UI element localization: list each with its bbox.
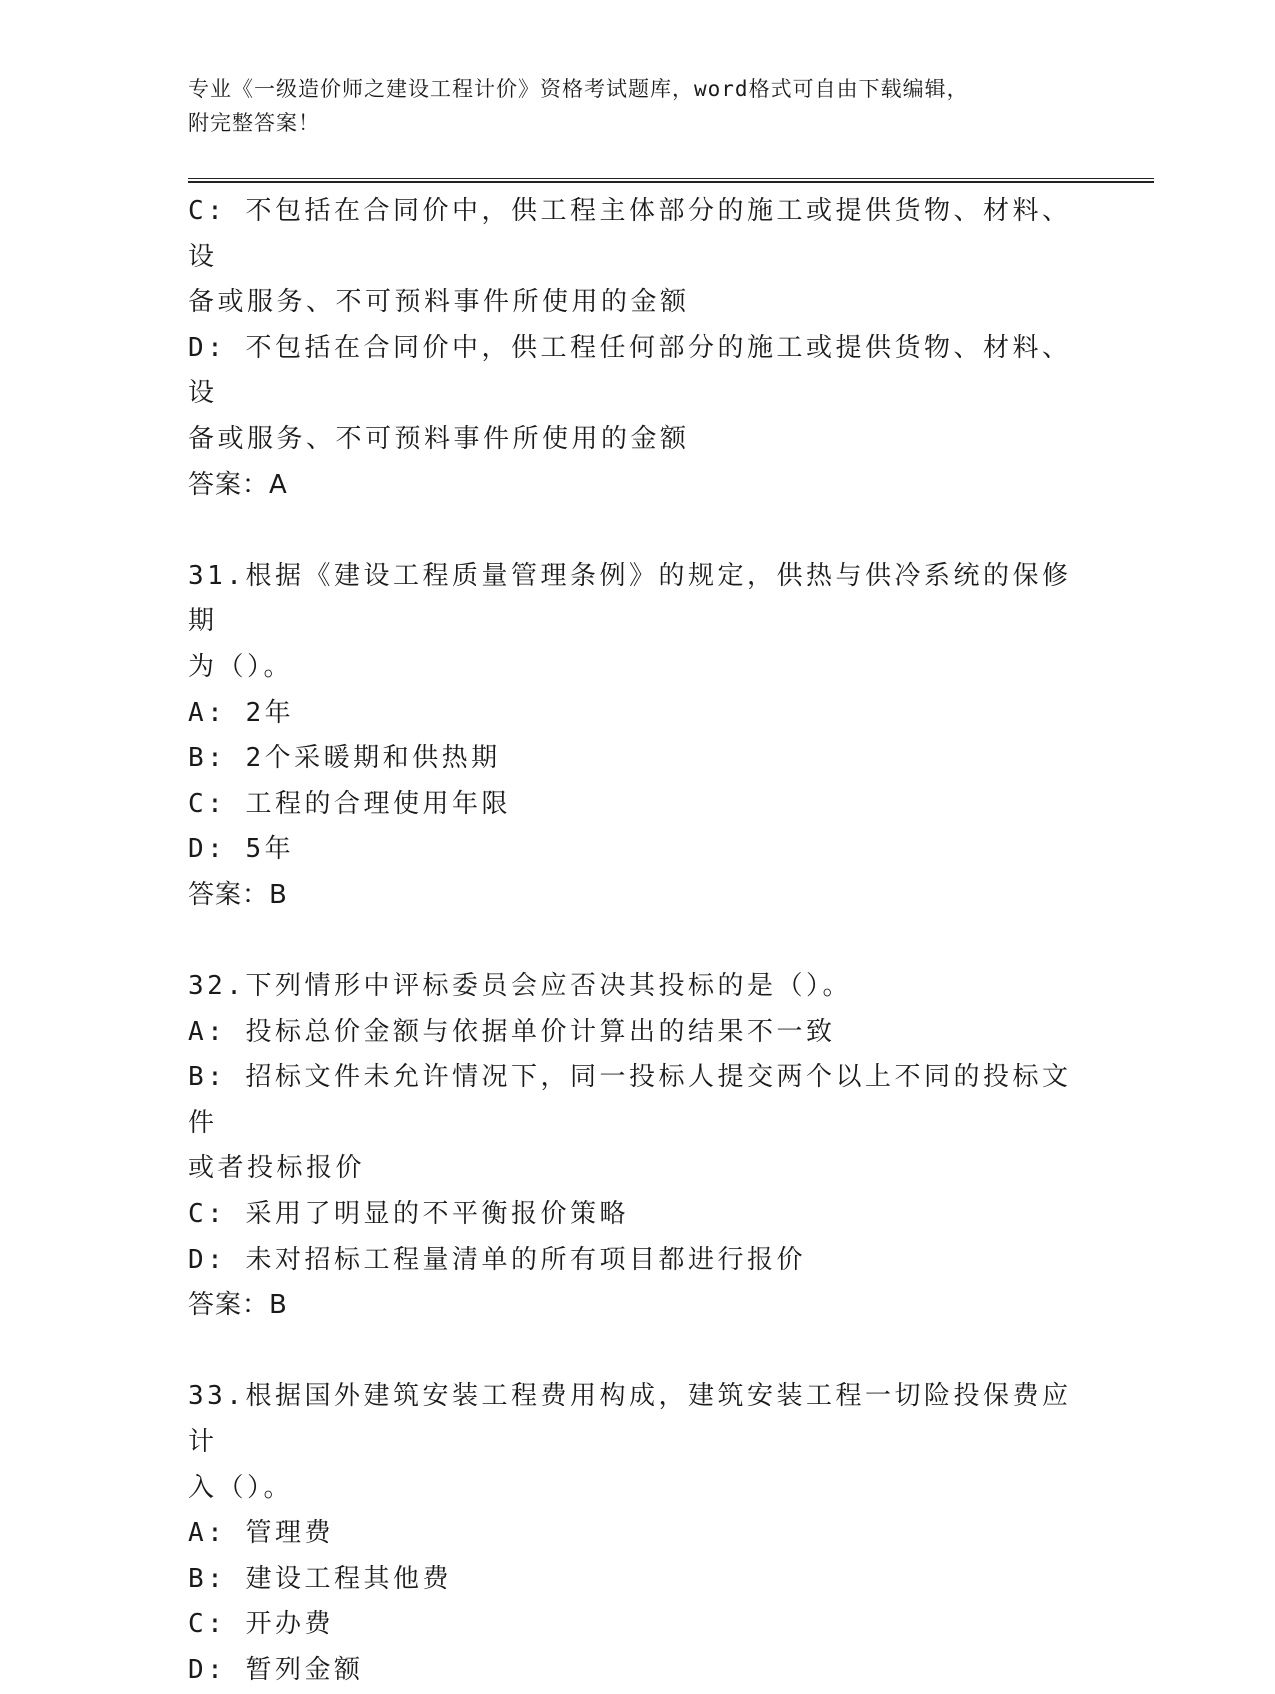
option-c: C: 开办费 [188,1609,334,1640]
question-stem-continued: 入（）。 [188,1472,294,1503]
answer: 答案：B [188,879,288,910]
question-33-block [188,1374,1098,1693]
header-line-1: 专业《一级造价师之建设工程计价》资格考试题库，word格式可自由下载编辑， [188,77,969,101]
option-a: A: 投标总价金额与依据单价计算出的结果不一致 [188,1016,836,1047]
spacer [188,1329,1098,1375]
option-b: B: 建设工程其他费 [188,1563,452,1594]
question-32-block [188,964,1098,1329]
option-c: C: 采用了明显的不平衡报价策略 [188,1199,629,1230]
spacer [188,919,1098,965]
option-a: A: 管理费 [188,1518,334,1549]
question-stem-continued: 为（）。 [188,651,294,682]
question-31-block [188,554,1098,919]
option-d: D: 未对招标工程量清单的所有项目都进行报价 [188,1244,806,1275]
spacer [188,508,1098,554]
prev-question-block [188,189,1098,508]
question-content [188,189,1098,1694]
answer: 答案：A [188,469,288,500]
question-stem: 33.根据国外建筑安装工程费用构成，建筑安装工程一切险投保费应计 [188,1381,1072,1458]
option-b-continued: 或者投标报价 [188,1153,366,1184]
option-c-continued: 备或服务、不可预料事件所使用的金额 [188,287,690,318]
option-d-continued: 备或服务、不可预料事件所使用的金额 [188,423,690,454]
option-d: D: 不包括在合同价中，供工程任何部分的施工或提供货物、材料、设 [188,332,1072,409]
option-d: D: 暂列金额 [188,1655,364,1685]
option-a: A: 2年 [188,697,295,728]
option-c: C: 不包括在合同价中，供工程主体部分的施工或提供货物、材料、设 [188,196,1072,272]
option-b: B: 2个采暖期和供热期 [188,743,501,774]
document-header [188,72,1068,140]
question-stem: 31.根据《建设工程质量管理条例》的规定，供热与供冷系统的保修期 [188,560,1072,637]
option-c: C: 工程的合理使用年限 [188,788,511,819]
header-divider [188,178,1154,183]
option-b: B: 招标文件未允许情况下，同一投标人提交两个以上不同的投标文件 [188,1062,1072,1138]
header-line-2: 附完整答案！ [188,111,320,135]
question-stem: 32.下列情形中评标委员会应否决其投标的是（）。 [188,971,852,1002]
answer: 答案：B [188,1290,288,1321]
option-d: D: 5年 [188,834,295,865]
